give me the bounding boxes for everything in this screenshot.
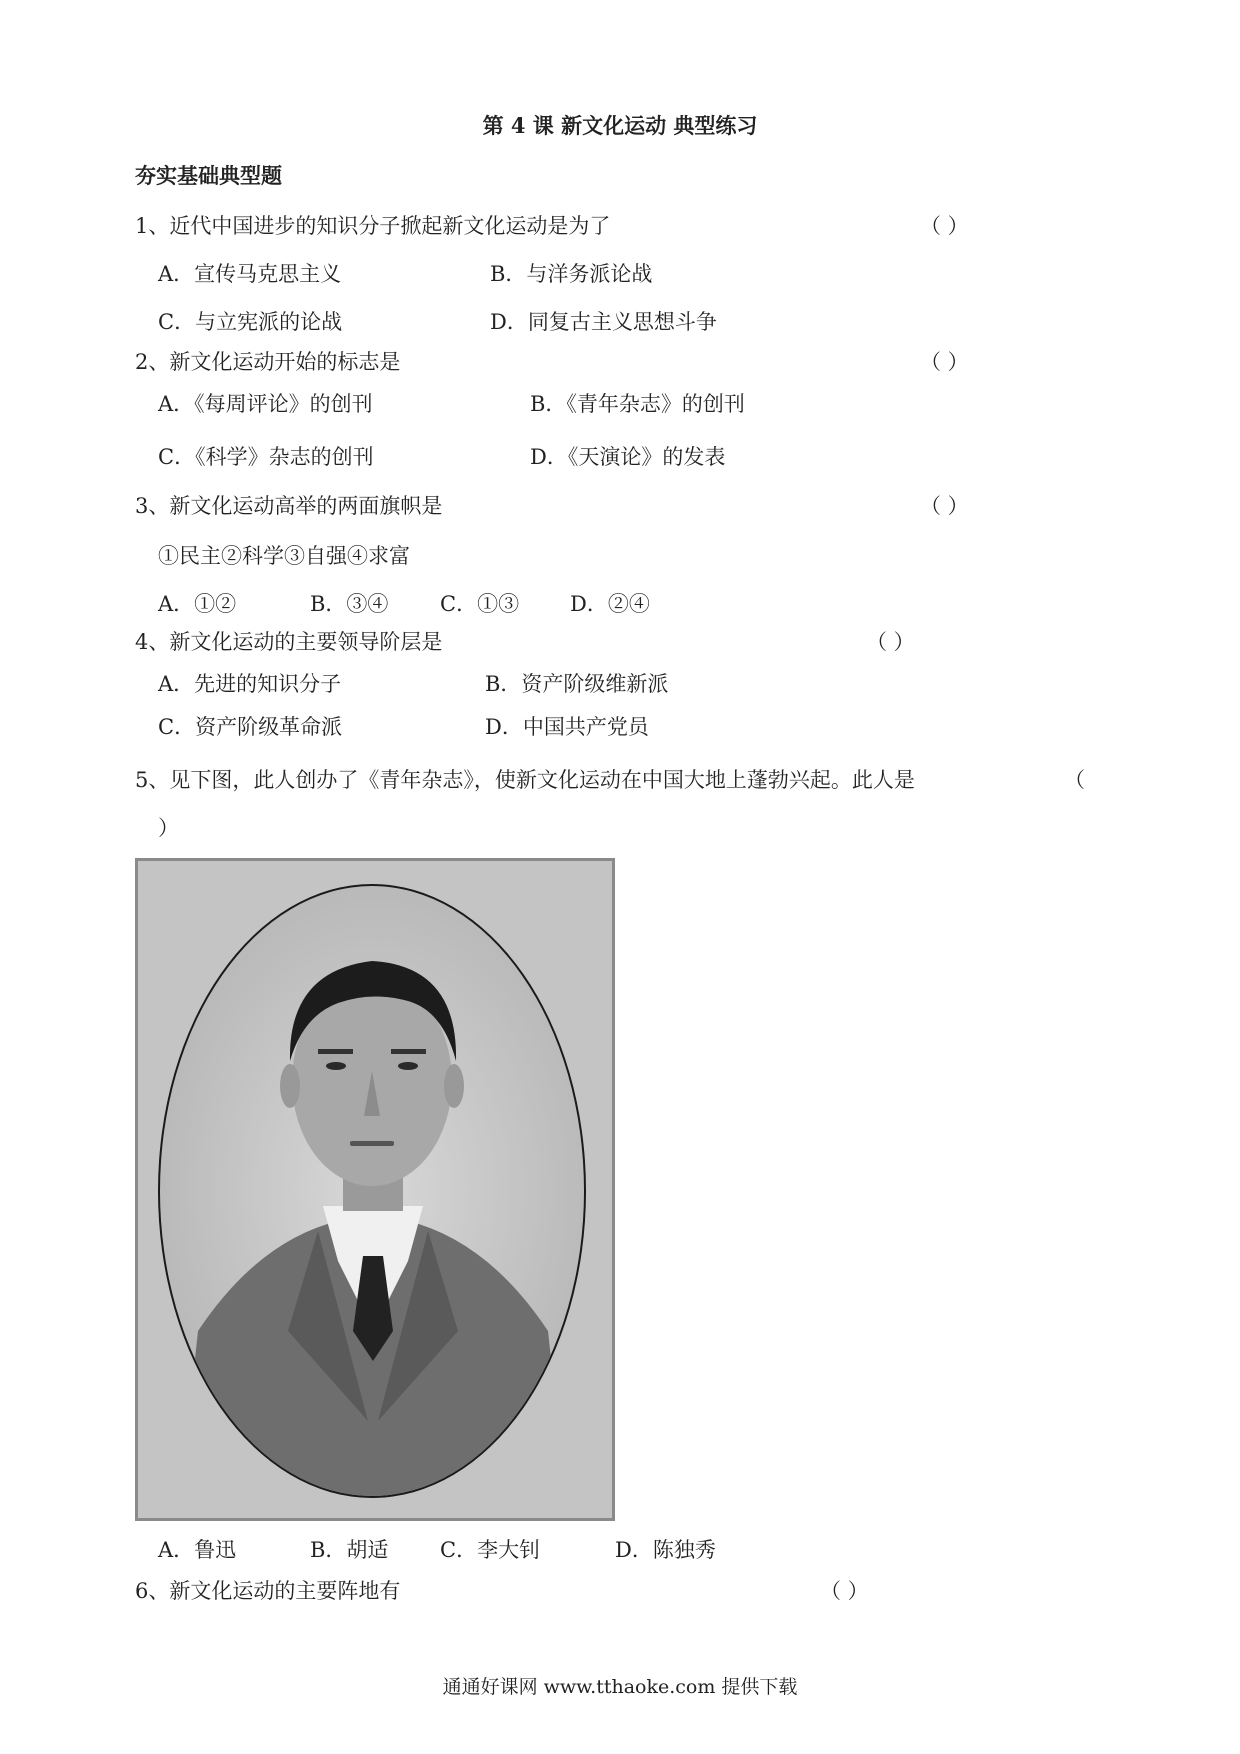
page-title: 第 4 课 新文化运动 典型练习 xyxy=(482,113,758,138)
question-5-paren-close: ） xyxy=(158,816,179,840)
question-1-option-b: B．与洋务派论战 xyxy=(490,262,653,286)
question-3-statements: ①民主②科学③自强④求富 xyxy=(158,544,410,568)
question-2-option-d: D．《天演论》的发表 xyxy=(530,445,726,469)
question-2-stem: 2、新文化运动开始的标志是 xyxy=(135,350,401,374)
question-5-option-c: C．李大钊 xyxy=(440,1538,541,1562)
page-footer: 通通好课网 www.tthaoke.com 提供下载 xyxy=(442,1676,798,1698)
question-1-option-a: A．宣传马克思主义 xyxy=(158,262,342,286)
question-1-answer-blank: （ ） xyxy=(920,214,969,238)
question-3-stem: 3、新文化运动高举的两面旗帜是 xyxy=(135,494,443,518)
question-3-option-a: A．①② xyxy=(158,592,237,616)
question-5-option-d: D．陈独秀 xyxy=(615,1538,716,1562)
question-2-option-b: B．《青年杂志》的创刊 xyxy=(530,392,745,416)
question-2-option-c: C．《科学》杂志的创刊 xyxy=(158,445,374,469)
question-4-option-d: D．中国共产党员 xyxy=(485,715,649,739)
question-2-answer-blank: （ ） xyxy=(920,350,969,374)
question-5-paren-open: （ xyxy=(1064,768,1085,792)
portrait-illustration xyxy=(138,861,612,1518)
section-heading: 夯实基础典型题 xyxy=(135,163,282,188)
question-4-answer-blank: （ ） xyxy=(866,630,915,654)
portrait-photo xyxy=(135,858,615,1521)
question-1-stem: 1、近代中国进步的知识分子掀起新文化运动是为了 xyxy=(135,214,611,238)
question-4-option-a: A．先进的知识分子 xyxy=(158,672,342,696)
question-6-answer-blank: （ ） xyxy=(820,1579,869,1603)
question-3-answer-blank: （ ） xyxy=(920,494,969,518)
question-6-stem: 6、新文化运动的主要阵地有 xyxy=(135,1579,401,1603)
question-3-option-b: B．③④ xyxy=(310,592,389,616)
question-4-option-c: C．资产阶级革命派 xyxy=(158,715,343,739)
question-4-stem: 4、新文化运动的主要领导阶层是 xyxy=(135,630,443,654)
question-3-option-d: D．②④ xyxy=(570,592,650,616)
question-5-option-b: B．胡适 xyxy=(310,1538,389,1562)
question-5-stem: 5、见下图，此人创办了《青年杂志》，使新文化运动在中国大地上蓬勃兴起。此人是 xyxy=(135,768,915,792)
question-3-option-c: C．①③ xyxy=(440,592,520,616)
question-5-option-a: A．鲁迅 xyxy=(158,1538,237,1562)
question-2-option-a: A．《每周评论》的创刊 xyxy=(158,392,373,416)
question-1-option-d: D．同复古主义思想斗争 xyxy=(490,310,717,334)
question-1-option-c: C．与立宪派的论战 xyxy=(158,310,343,334)
question-4-option-b: B．资产阶级维新派 xyxy=(485,672,669,696)
